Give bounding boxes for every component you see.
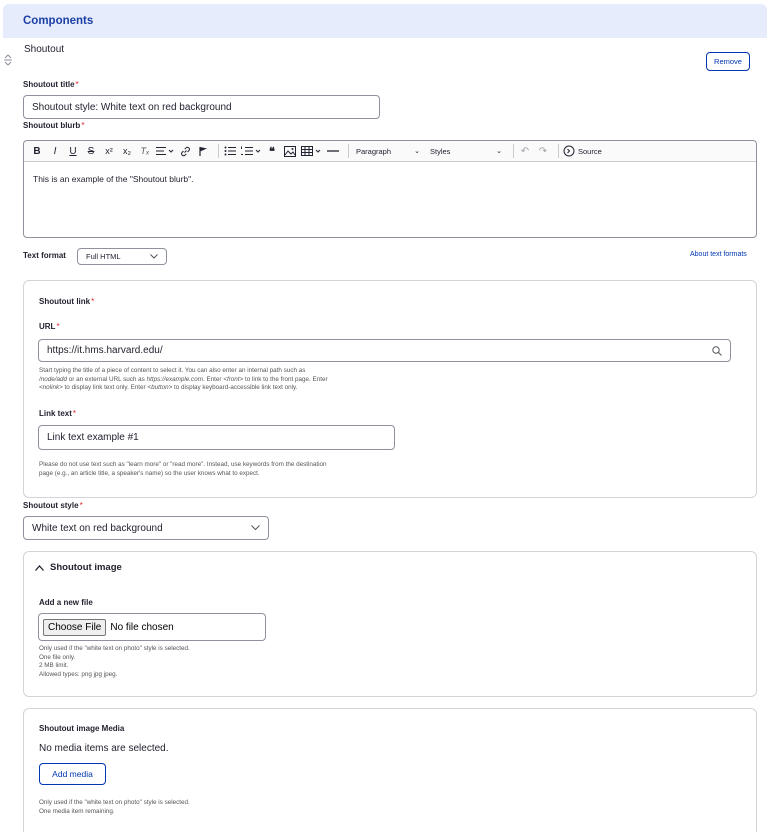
shoutout-image-toggle[interactable] xyxy=(35,562,122,573)
link-text-value: Link text example #1 xyxy=(47,432,139,443)
media-help-text: Only used if the "white text on photo" style is selected. One media item remaining. xyxy=(39,799,190,815)
url-label: URL* xyxy=(39,322,60,331)
italic-button[interactable]: I xyxy=(53,145,57,157)
shoutout-style-select[interactable] xyxy=(23,516,269,540)
bulleted-list-icon[interactable] xyxy=(223,143,237,160)
search-icon xyxy=(712,346,722,356)
link-text-help: Please do not use text such as "learn more" or "read more". Instead, use keywords from the destination page (e.g., an article title, a speaker's name) so the user knows what to expect. xyxy=(39,461,327,477)
components-header xyxy=(3,4,767,38)
chevron-down-icon xyxy=(251,525,260,531)
shoutout-style-value: White text on red background xyxy=(32,522,163,534)
horizontal-line-icon[interactable] xyxy=(326,143,340,160)
shoutout-blurb-editor xyxy=(23,140,757,238)
components-title: Components xyxy=(23,15,94,27)
editor-toolbar xyxy=(24,141,756,162)
paragraph-label: Paragraph xyxy=(356,146,392,156)
remove-format-button[interactable]: Tₓ xyxy=(140,146,150,156)
toolbar-separator xyxy=(558,144,559,158)
align-icon xyxy=(156,146,174,156)
link-text-label: Link text* xyxy=(39,409,77,418)
link-icon[interactable] xyxy=(178,143,192,160)
shoutout-style-label: Shoutout style* xyxy=(23,501,83,510)
about-text-formats-link[interactable]: About text formats xyxy=(690,251,747,258)
underline-button[interactable]: U xyxy=(69,145,77,157)
strikethrough-button[interactable]: S xyxy=(87,145,95,157)
url-value: https://it.hms.harvard.edu/ xyxy=(47,345,163,356)
bold-button[interactable]: B xyxy=(33,145,41,157)
shoutout-media-title: Shoutout image Media xyxy=(39,724,125,733)
remove-button[interactable]: Remove xyxy=(706,52,750,71)
add-new-file-label: Add a new file xyxy=(39,598,93,607)
shoutout-link-title: Shoutout link* xyxy=(39,297,95,306)
superscript-button[interactable]: x² xyxy=(105,146,113,156)
shoutout-label: Shoutout xyxy=(24,44,65,55)
numbered-list-dropdown[interactable] xyxy=(241,143,261,160)
source-icon xyxy=(563,145,575,157)
table-dropdown[interactable] xyxy=(301,143,322,160)
blockquote-icon[interactable]: ❝ xyxy=(269,145,275,158)
chevron-down-icon xyxy=(150,254,158,259)
blurb-text: This is an example of the "Shoutout blurb". xyxy=(33,174,194,184)
no-media-text: No media items are selected. xyxy=(39,743,169,754)
source-label: Source xyxy=(578,146,602,156)
align-dropdown[interactable] xyxy=(156,143,174,160)
toolbar-separator xyxy=(513,144,514,158)
undo-icon[interactable]: ↶ xyxy=(520,145,530,157)
styles-label: Styles xyxy=(430,146,451,156)
shoutout-title-label: Shoutout title* xyxy=(23,80,79,89)
shoutout-image-title: Shoutout image xyxy=(50,562,122,573)
url-input[interactable] xyxy=(38,339,731,362)
toolbar-separator xyxy=(348,144,349,158)
text-format-select[interactable] xyxy=(77,248,167,265)
source-button[interactable] xyxy=(563,143,602,160)
redo-icon[interactable]: ↷ xyxy=(538,145,548,157)
blurb-content[interactable] xyxy=(24,162,756,196)
shoutout-blurb-label: Shoutout blurb* xyxy=(23,121,85,130)
chevron-down-icon: ⌄ xyxy=(414,148,420,155)
table-icon xyxy=(301,146,322,156)
file-status: No file chosen xyxy=(110,621,174,633)
url-help-text: Start typing the title of a piece of content to select it. You can also enter an internal path such as /node/add or an external URL such as https://example.com. Enter <front> to link to the front page. Enter <nolink> to display link text only. Enter <button> to display keyboard-accessible link text only. xyxy=(39,367,328,391)
chevron-up-icon xyxy=(35,565,44,571)
drag-handle-icon[interactable] xyxy=(3,53,13,67)
anchor-flag-icon[interactable] xyxy=(196,143,210,160)
add-media-button[interactable]: Add media xyxy=(39,763,106,785)
choose-file-button[interactable]: Choose File xyxy=(43,619,106,636)
subscript-button[interactable]: x₂ xyxy=(123,146,131,156)
styles-dropdown[interactable] xyxy=(427,143,505,160)
link-text-input[interactable] xyxy=(38,425,395,450)
shoutout-title-value: Shoutout style: White text on red background xyxy=(32,101,232,113)
shoutout-title-input[interactable] xyxy=(23,95,380,119)
paragraph-dropdown[interactable] xyxy=(353,143,423,160)
file-input[interactable] xyxy=(38,613,266,641)
chevron-down-icon: ⌄ xyxy=(496,148,502,155)
text-format-label: Text format xyxy=(23,251,66,260)
toolbar-separator xyxy=(218,144,219,158)
numbered-list-icon xyxy=(241,146,261,156)
text-format-value: Full HTML xyxy=(86,252,121,261)
insert-image-icon[interactable] xyxy=(283,143,297,160)
image-help-text: Only used if the "white text on photo" style is selected. One file only. 2 MB limit. Allowed types: png jpg jpeg. xyxy=(39,645,190,678)
